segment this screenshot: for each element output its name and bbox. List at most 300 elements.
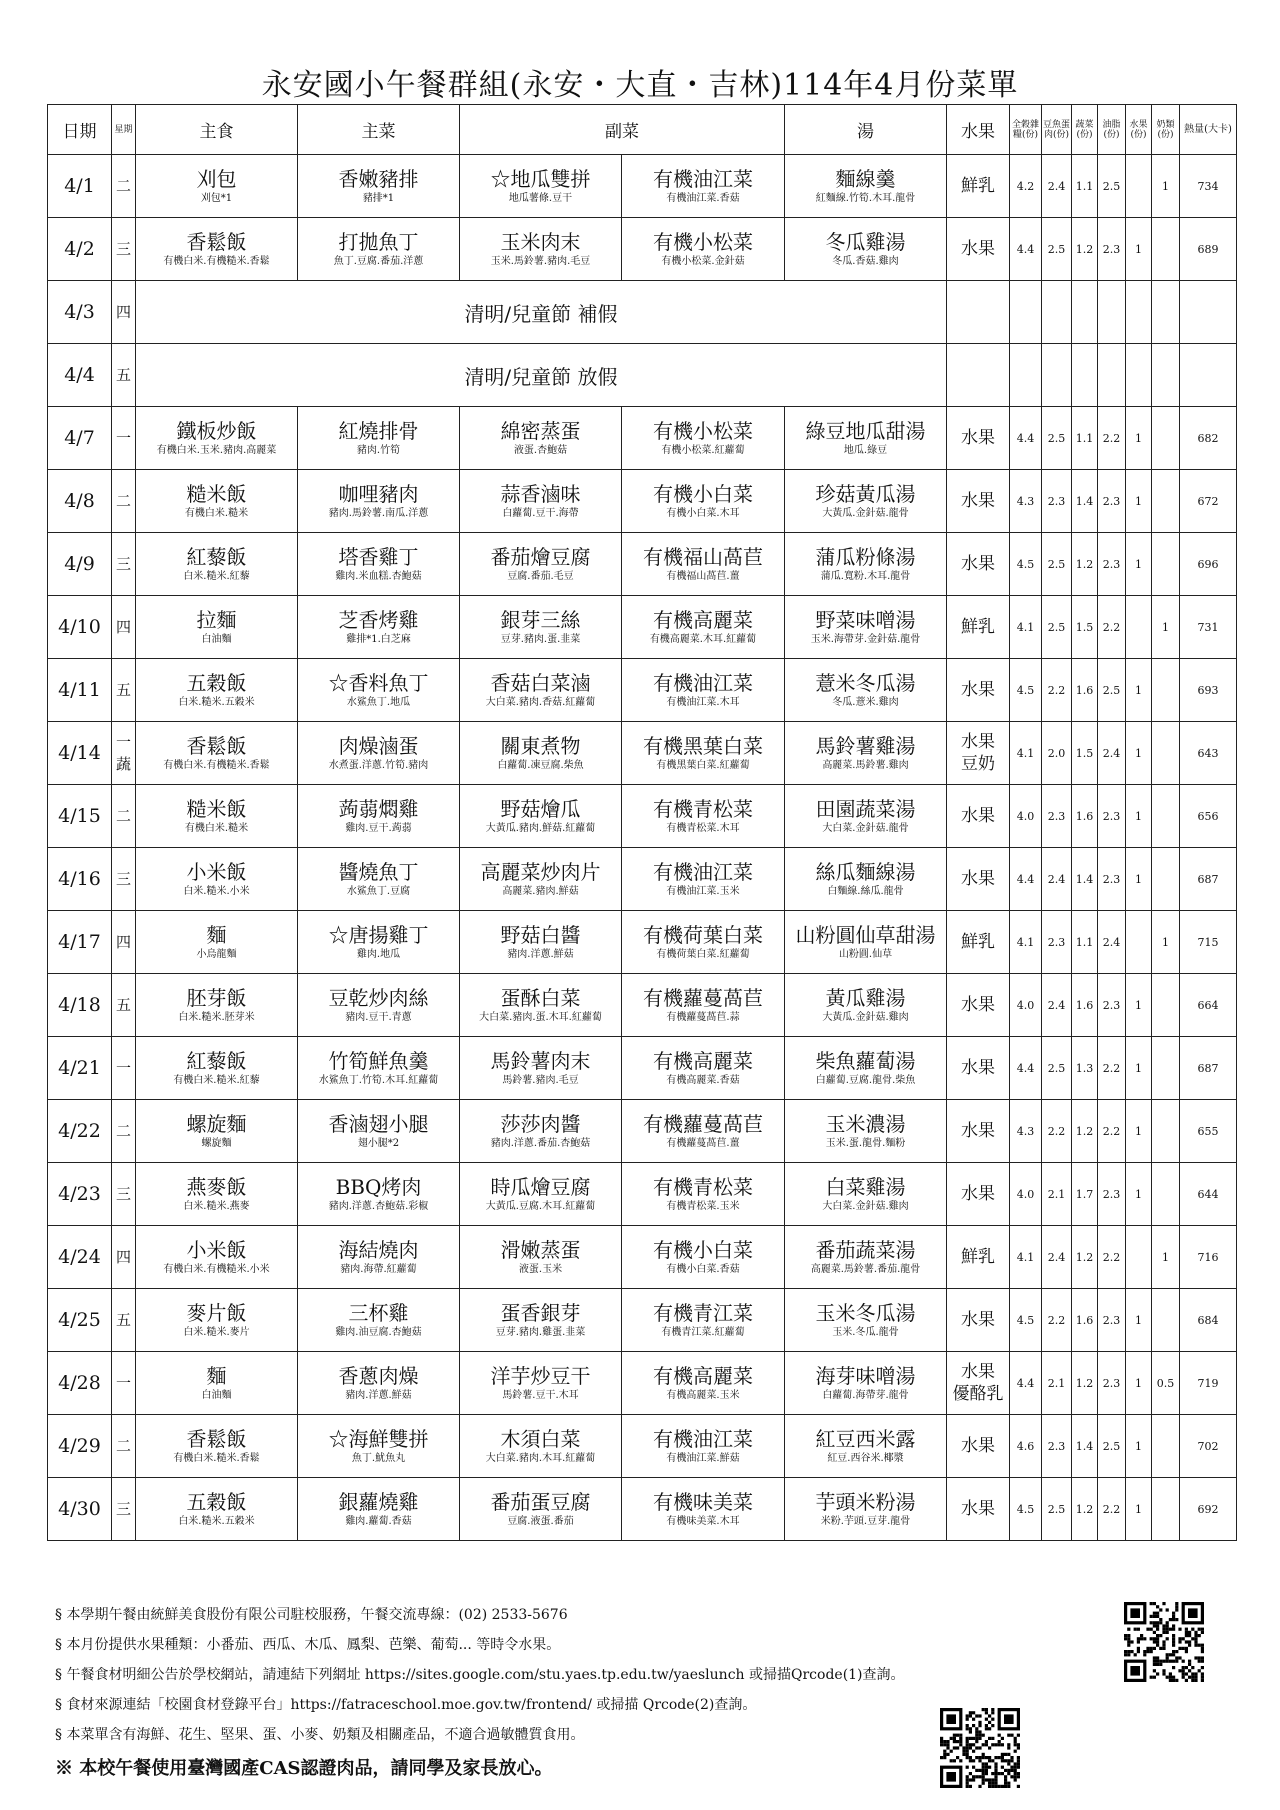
date-cell: 4/28 bbox=[48, 1352, 112, 1415]
fruit-cell: 水果 bbox=[947, 785, 1010, 848]
staple-cell-ingredients: 刈包*1 bbox=[200, 193, 233, 204]
main-dish-cell-name: 海結燒肉 bbox=[338, 1238, 419, 1262]
table-row bbox=[48, 1289, 1237, 1352]
side-dish-2-cell-name: 有機油江菜 bbox=[653, 671, 753, 695]
fruit-servings-cell: 1 bbox=[1126, 1478, 1152, 1541]
main-dish-cell bbox=[298, 218, 460, 281]
header-staple: 主食 bbox=[136, 105, 298, 155]
dairy-cell bbox=[1152, 470, 1180, 533]
fruit-cell: 水果 bbox=[947, 407, 1010, 470]
veg-cell: 1.6 bbox=[1072, 659, 1098, 722]
fat-cell: 2.3 bbox=[1098, 218, 1126, 281]
main-dish-cell-name: ☆海鮮雙拼 bbox=[328, 1427, 429, 1451]
side-dish-2-cell bbox=[622, 1478, 785, 1541]
veg-cell: 1.4 bbox=[1072, 470, 1098, 533]
side-dish-1-cell-ingredients: 豆腐.液蛋.番茄 bbox=[507, 1516, 574, 1527]
main-dish-cell-ingredients: 翅小腿*2 bbox=[357, 1138, 400, 1149]
dairy-cell bbox=[1152, 1163, 1180, 1226]
side-dish-2-cell-ingredients: 有機油江菜.木耳 bbox=[666, 697, 740, 708]
side-dish-2-cell-name: 有機味美菜 bbox=[653, 1490, 753, 1514]
veg-cell: 1.2 bbox=[1072, 1352, 1098, 1415]
fat-cell: 2.4 bbox=[1098, 911, 1126, 974]
veg-cell: 1.2 bbox=[1072, 218, 1098, 281]
table-row bbox=[48, 344, 1237, 407]
fruit-cell: 水果 bbox=[947, 1415, 1010, 1478]
soup-cell-ingredients: 大黃瓜.金針菇.龍骨 bbox=[822, 508, 909, 519]
side-dish-1-cell-name: 木須白菜 bbox=[500, 1427, 581, 1451]
side-dish-2-cell bbox=[622, 659, 785, 722]
main-dish-cell bbox=[298, 533, 460, 596]
weekday-cell: 二 bbox=[112, 155, 136, 218]
fruit-servings-cell: 1 bbox=[1126, 533, 1152, 596]
date-cell: 4/25 bbox=[48, 1289, 112, 1352]
staple-cell bbox=[136, 974, 298, 1037]
side-dish-1-cell bbox=[460, 911, 622, 974]
side-dish-1-cell-ingredients: 大白菜.豬肉.木耳.紅蘿蔔 bbox=[485, 1453, 596, 1464]
main-dish-cell bbox=[298, 1352, 460, 1415]
soup-cell-name: 玉米冬瓜湯 bbox=[815, 1301, 916, 1325]
main-dish-cell bbox=[298, 407, 460, 470]
date-cell: 4/22 bbox=[48, 1100, 112, 1163]
side-dish-2-cell-name: 有機高麗菜 bbox=[653, 1364, 753, 1388]
side-dish-1-cell-ingredients: 馬鈴薯.豬肉.毛豆 bbox=[502, 1075, 579, 1086]
staple-cell bbox=[136, 533, 298, 596]
soup-cell bbox=[785, 218, 947, 281]
weekday-cell: 四 bbox=[112, 911, 136, 974]
staple-cell bbox=[136, 659, 298, 722]
header-side: 副菜 bbox=[460, 105, 785, 155]
grains-cell: 4.0 bbox=[1010, 974, 1042, 1037]
fruit-cell: 水果 bbox=[947, 974, 1010, 1037]
empty-cell bbox=[1098, 281, 1126, 344]
soup-cell bbox=[785, 1289, 947, 1352]
table-row bbox=[48, 974, 1237, 1037]
weekday-cell: 四 bbox=[112, 596, 136, 659]
side-dish-1-cell-name: 滑嫩蒸蛋 bbox=[500, 1238, 581, 1262]
date-cell: 4/3 bbox=[48, 281, 112, 344]
veg-cell: 1.4 bbox=[1072, 1415, 1098, 1478]
main-dish-cell-ingredients: 水鯊魚丁.竹筍.木耳.紅蘿蔔 bbox=[318, 1075, 439, 1086]
side-dish-2-cell-ingredients: 有機青江菜.紅蘿蔔 bbox=[661, 1327, 745, 1338]
table-row bbox=[48, 407, 1237, 470]
dairy-cell bbox=[1152, 1289, 1180, 1352]
side-dish-2-cell-name: 有機油江菜 bbox=[653, 1427, 753, 1451]
kcal-cell: 715 bbox=[1180, 911, 1237, 974]
header-soup: 湯 bbox=[785, 105, 947, 155]
staple-cell-ingredients: 白油麵 bbox=[201, 634, 232, 645]
side-dish-1-cell-name: 蛋酥白菜 bbox=[500, 986, 581, 1010]
soup-cell-name: 柴魚蘿蔔湯 bbox=[815, 1049, 916, 1073]
kcal-cell: 731 bbox=[1180, 596, 1237, 659]
side-dish-1-cell-name: 番茄燴豆腐 bbox=[490, 545, 591, 569]
fruit-servings-cell bbox=[1126, 596, 1152, 659]
side-dish-2-cell bbox=[622, 785, 785, 848]
main-dish-cell-ingredients: 魚丁.魷魚丸 bbox=[351, 1453, 406, 1464]
soup-cell-name: 麵線羹 bbox=[835, 167, 896, 191]
side-dish-2-cell-name: 有機油江菜 bbox=[653, 860, 753, 884]
dairy-cell bbox=[1152, 659, 1180, 722]
soup-cell-ingredients: 大白菜.金針菇.龍骨 bbox=[822, 823, 909, 834]
main-dish-cell-ingredients: 雞肉.地瓜 bbox=[356, 949, 401, 960]
table-row bbox=[48, 1037, 1237, 1100]
staple-cell-ingredients: 白米.糙米.紅藜 bbox=[183, 571, 250, 582]
side-dish-1-cell-name: 綿密蒸蛋 bbox=[500, 419, 581, 443]
grains-cell: 4.3 bbox=[1010, 1100, 1042, 1163]
table-row bbox=[48, 722, 1237, 785]
staple-cell-ingredients: 白油麵 bbox=[201, 1390, 232, 1401]
soup-cell bbox=[785, 596, 947, 659]
soup-cell bbox=[785, 1415, 947, 1478]
side-dish-1-cell-name: 番茄蛋豆腐 bbox=[490, 1490, 591, 1514]
side-dish-1-cell-ingredients: 大白菜.豬肉.蛋.木耳.紅蘿蔔 bbox=[479, 1012, 602, 1023]
fruit-cell: 鮮乳 bbox=[947, 596, 1010, 659]
fruit-servings-cell: 1 bbox=[1126, 470, 1152, 533]
side-dish-2-cell-ingredients: 有機油江菜.鮮菇 bbox=[666, 1453, 740, 1464]
table-row bbox=[48, 1226, 1237, 1289]
fat-cell: 2.5 bbox=[1098, 1415, 1126, 1478]
staple-cell-name: 香鬆飯 bbox=[186, 230, 247, 254]
side-dish-2-cell-ingredients: 有機高麗菜.玉米 bbox=[666, 1390, 740, 1401]
soup-cell bbox=[785, 1478, 947, 1541]
side-dish-1-cell bbox=[460, 1478, 622, 1541]
fruit-cell: 水果 bbox=[947, 1163, 1010, 1226]
date-cell: 4/15 bbox=[48, 785, 112, 848]
main-dish-cell-ingredients: 豬肉.洋蔥.杏鮑菇.彩椒 bbox=[328, 1201, 429, 1212]
protein-cell: 2.2 bbox=[1042, 1289, 1072, 1352]
staple-cell bbox=[136, 1415, 298, 1478]
kcal-cell: 719 bbox=[1180, 1352, 1237, 1415]
fat-cell: 2.2 bbox=[1098, 407, 1126, 470]
side-dish-2-cell-ingredients: 有機小松菜.金針菇 bbox=[661, 256, 745, 267]
date-cell: 4/23 bbox=[48, 1163, 112, 1226]
table-row bbox=[48, 1415, 1237, 1478]
side-dish-1-cell bbox=[460, 470, 622, 533]
side-dish-1-cell bbox=[460, 533, 622, 596]
side-dish-2-cell-name: 有機黑葉白菜 bbox=[643, 734, 763, 758]
side-dish-2-cell-ingredients: 有機蘿蔓萵苣.蒜 bbox=[666, 1012, 740, 1023]
soup-cell bbox=[785, 155, 947, 218]
note-fruits: § 本月份提供水果種類：小番茄、西瓜、木瓜、鳳梨、芭樂、葡萄... 等時令水果。 bbox=[55, 1637, 561, 1653]
note-allergy: § 本菜單含有海鮮、花生、堅果、蛋、小麥、奶類及相關產品，不適合過敏體質食用。 bbox=[55, 1727, 585, 1743]
kcal-cell: 656 bbox=[1180, 785, 1237, 848]
side-dish-1-cell-ingredients: 白蘿蔔.豆干.海帶 bbox=[502, 508, 579, 519]
main-dish-cell-name: 肉燥滷蛋 bbox=[338, 734, 419, 758]
side-dish-2-cell bbox=[622, 1352, 785, 1415]
empty-cell bbox=[947, 344, 1010, 407]
soup-cell-ingredients: 蒲瓜.寬粉.木耳.龍骨 bbox=[820, 571, 911, 582]
side-dish-2-cell-name: 有機小白菜 bbox=[653, 482, 753, 506]
fruit-servings-cell: 1 bbox=[1126, 1037, 1152, 1100]
side-dish-1-cell bbox=[460, 1100, 622, 1163]
staple-cell-ingredients: 有機白米.有機糙米.香鬆 bbox=[163, 760, 270, 771]
grains-cell: 4.4 bbox=[1010, 1352, 1042, 1415]
soup-cell-ingredients: 山粉圓.仙草 bbox=[838, 949, 893, 960]
fruit-servings-cell: 1 bbox=[1126, 974, 1152, 1037]
staple-cell-ingredients: 白米.糙米.燕麥 bbox=[183, 1201, 250, 1212]
main-dish-cell bbox=[298, 596, 460, 659]
date-cell: 4/9 bbox=[48, 533, 112, 596]
protein-cell: 2.3 bbox=[1042, 911, 1072, 974]
staple-cell-name: 鐵板炒飯 bbox=[176, 419, 257, 443]
main-dish-cell bbox=[298, 1163, 460, 1226]
staple-cell-name: 紅藜飯 bbox=[186, 545, 247, 569]
date-cell: 4/11 bbox=[48, 659, 112, 722]
side-dish-1-cell bbox=[460, 155, 622, 218]
fruit-cell: 水果 bbox=[947, 218, 1010, 281]
dairy-cell bbox=[1152, 1478, 1180, 1541]
fat-cell: 2.3 bbox=[1098, 785, 1126, 848]
side-dish-2-cell-name: 有機荷葉白菜 bbox=[643, 923, 763, 947]
empty-cell bbox=[1180, 281, 1237, 344]
weekday-cell: 二 bbox=[112, 785, 136, 848]
side-dish-1-cell-ingredients: 豆腐.番茄.毛豆 bbox=[507, 571, 574, 582]
side-dish-1-cell-ingredients: 液蛋.玉米 bbox=[518, 1264, 563, 1275]
qrcode-1-icon[interactable] bbox=[1124, 1602, 1204, 1682]
dairy-cell: 0.5 bbox=[1152, 1352, 1180, 1415]
grains-cell: 4.4 bbox=[1010, 848, 1042, 911]
note-platform: § 食材來源連結「校園食材登錄平台」https://fatraceschool.moe.gov.tw/frontend/ 或掃描 Qrcode(2)查詢。 bbox=[55, 1697, 757, 1713]
side-dish-2-cell-name: 有機青松菜 bbox=[653, 1175, 753, 1199]
empty-cell bbox=[1010, 281, 1042, 344]
note-cas-meat: ※ 本校午餐使用臺灣國產CAS認證肉品，請同學及家長放心。 bbox=[55, 1758, 553, 1779]
staple-cell bbox=[136, 470, 298, 533]
veg-cell: 1.6 bbox=[1072, 1289, 1098, 1352]
side-dish-1-cell bbox=[460, 1226, 622, 1289]
fat-cell: 2.4 bbox=[1098, 722, 1126, 785]
staple-cell-ingredients: 白米.糙米.麥片 bbox=[183, 1327, 250, 1338]
main-dish-cell bbox=[298, 1100, 460, 1163]
date-cell: 4/1 bbox=[48, 155, 112, 218]
soup-cell bbox=[785, 785, 947, 848]
table-row bbox=[48, 659, 1237, 722]
date-cell: 4/8 bbox=[48, 470, 112, 533]
fruit-servings-cell: 1 bbox=[1126, 1415, 1152, 1478]
side-dish-2-cell-ingredients: 有機青松菜.木耳 bbox=[666, 823, 740, 834]
veg-cell: 1.1 bbox=[1072, 911, 1098, 974]
veg-cell: 1.2 bbox=[1072, 1226, 1098, 1289]
side-dish-1-cell-name: 莎莎肉醬 bbox=[500, 1112, 581, 1136]
main-dish-cell-name: 香蔥肉燥 bbox=[338, 1364, 419, 1388]
fruit-cell: 水果 bbox=[947, 1037, 1010, 1100]
staple-cell bbox=[136, 848, 298, 911]
dairy-cell bbox=[1152, 974, 1180, 1037]
staple-cell bbox=[136, 596, 298, 659]
staple-cell-ingredients: 白米.糙米.胚芽米 bbox=[178, 1012, 255, 1023]
side-dish-2-cell bbox=[622, 1163, 785, 1226]
holiday-cell: 清明/兒童節 補假 bbox=[136, 281, 947, 344]
fruit-servings-cell: 1 bbox=[1126, 407, 1152, 470]
holiday-cell: 清明/兒童節 放假 bbox=[136, 344, 947, 407]
dairy-cell bbox=[1152, 1415, 1180, 1478]
main-dish-cell bbox=[298, 1037, 460, 1100]
soup-cell-name: 白菜雞湯 bbox=[825, 1175, 906, 1199]
soup-cell-name: 蒲瓜粉條湯 bbox=[815, 545, 916, 569]
weekday-cell: 三 bbox=[112, 533, 136, 596]
side-dish-1-cell-name: ☆地瓜雙拼 bbox=[490, 167, 591, 191]
table-row bbox=[48, 1478, 1237, 1541]
staple-cell-ingredients: 有機白米.玉米.豬肉.高麗菜 bbox=[156, 445, 277, 456]
soup-cell bbox=[785, 722, 947, 785]
side-dish-2-cell-ingredients: 有機荷葉白菜.紅蘿蔔 bbox=[656, 949, 750, 960]
side-dish-1-cell-name: 銀芽三絲 bbox=[500, 608, 581, 632]
side-dish-2-cell-name: 有機小松菜 bbox=[653, 230, 753, 254]
soup-cell-name: 芋頭米粉湯 bbox=[815, 1490, 916, 1514]
protein-cell: 2.4 bbox=[1042, 848, 1072, 911]
staple-cell-name: 拉麵 bbox=[196, 608, 237, 632]
soup-cell-ingredients: 冬瓜.香菇.雞肉 bbox=[832, 256, 899, 267]
staple-cell-ingredients: 有機白米.有機糙米.香鬆 bbox=[163, 256, 270, 267]
dairy-cell bbox=[1152, 533, 1180, 596]
staple-cell bbox=[136, 1163, 298, 1226]
grains-cell: 4.5 bbox=[1010, 1289, 1042, 1352]
side-dish-1-cell bbox=[460, 1163, 622, 1226]
main-dish-cell-ingredients: 豬肉.豆干.青蔥 bbox=[345, 1012, 412, 1023]
main-dish-cell-name: 三杯雞 bbox=[348, 1301, 409, 1325]
soup-cell-name: 綠豆地瓜甜湯 bbox=[805, 419, 926, 443]
soup-cell-ingredients: 大白菜.金針菇.雞肉 bbox=[822, 1201, 909, 1212]
table-row bbox=[48, 785, 1237, 848]
staple-cell bbox=[136, 1226, 298, 1289]
kcal-cell: 687 bbox=[1180, 848, 1237, 911]
main-dish-cell-name: 塔香雞丁 bbox=[338, 545, 419, 569]
dairy-cell: 1 bbox=[1152, 1226, 1180, 1289]
table-row bbox=[48, 155, 1237, 218]
staple-cell-ingredients: 白米.糙米.五穀米 bbox=[178, 1516, 255, 1527]
kcal-cell: 643 bbox=[1180, 722, 1237, 785]
fat-cell: 2.2 bbox=[1098, 1226, 1126, 1289]
staple-cell-name: 刈包 bbox=[196, 167, 237, 191]
grains-cell: 4.1 bbox=[1010, 596, 1042, 659]
side-dish-1-cell-ingredients: 豬肉.洋蔥.鮮菇 bbox=[507, 949, 574, 960]
side-dish-1-cell bbox=[460, 1415, 622, 1478]
soup-cell bbox=[785, 533, 947, 596]
qrcode-2-icon[interactable] bbox=[940, 1708, 1020, 1788]
protein-cell: 2.1 bbox=[1042, 1352, 1072, 1415]
header-protein: 豆魚蛋肉(份) bbox=[1042, 105, 1072, 155]
side-dish-1-cell-name: 香菇白菜滷 bbox=[490, 671, 591, 695]
soup-cell-name: 薏米冬瓜湯 bbox=[815, 671, 916, 695]
staple-cell bbox=[136, 1037, 298, 1100]
side-dish-2-cell-ingredients: 有機味美菜.木耳 bbox=[666, 1516, 740, 1527]
side-dish-1-cell-name: 玉米肉末 bbox=[500, 230, 581, 254]
kcal-cell: 689 bbox=[1180, 218, 1237, 281]
side-dish-1-cell-ingredients: 大黃瓜.豆腐.木耳.紅蘿蔔 bbox=[485, 1201, 596, 1212]
date-cell: 4/18 bbox=[48, 974, 112, 1037]
protein-cell: 2.5 bbox=[1042, 1478, 1072, 1541]
main-dish-cell-ingredients: 水鯊魚丁.地瓜 bbox=[346, 697, 411, 708]
fruit-cell: 鮮乳 bbox=[947, 911, 1010, 974]
main-dish-cell bbox=[298, 155, 460, 218]
staple-cell bbox=[136, 218, 298, 281]
side-dish-1-cell-name: 野菇燴瓜 bbox=[500, 797, 581, 821]
weekday-cell: 三 bbox=[112, 218, 136, 281]
grains-cell: 4.2 bbox=[1010, 155, 1042, 218]
veg-cell: 1.2 bbox=[1072, 1478, 1098, 1541]
main-dish-cell-name: 蒟蒻燜雞 bbox=[338, 797, 419, 821]
side-dish-2-cell-ingredients: 有機高麗菜.香菇 bbox=[666, 1075, 740, 1086]
side-dish-2-cell-name: 有機油江菜 bbox=[653, 167, 753, 191]
staple-cell-name: 紅藜飯 bbox=[186, 1049, 247, 1073]
table-row bbox=[48, 218, 1237, 281]
fruit-servings-cell bbox=[1126, 1226, 1152, 1289]
soup-cell-name: 紅豆西米露 bbox=[815, 1427, 916, 1451]
grains-cell: 4.6 bbox=[1010, 1415, 1042, 1478]
side-dish-2-cell-ingredients: 有機黑葉白菜.紅蘿蔔 bbox=[656, 760, 750, 771]
dairy-cell bbox=[1152, 785, 1180, 848]
side-dish-2-cell-name: 有機青松菜 bbox=[653, 797, 753, 821]
weekday-cell: 二 bbox=[112, 1415, 136, 1478]
grains-cell: 4.0 bbox=[1010, 1163, 1042, 1226]
side-dish-1-cell bbox=[460, 1289, 622, 1352]
staple-cell bbox=[136, 1352, 298, 1415]
main-dish-cell bbox=[298, 848, 460, 911]
fat-cell: 2.3 bbox=[1098, 1289, 1126, 1352]
empty-cell bbox=[1010, 344, 1042, 407]
fruit-servings-cell bbox=[1126, 911, 1152, 974]
veg-cell: 1.2 bbox=[1072, 1100, 1098, 1163]
date-cell: 4/30 bbox=[48, 1478, 112, 1541]
veg-cell: 1.5 bbox=[1072, 596, 1098, 659]
side-dish-2-cell-ingredients: 有機小白菜.香菇 bbox=[666, 1264, 740, 1275]
grains-cell: 4.4 bbox=[1010, 1037, 1042, 1100]
soup-cell-ingredients: 紅麵線.竹筍.木耳.龍骨 bbox=[815, 193, 916, 204]
staple-cell-ingredients: 小烏龍麵 bbox=[196, 949, 237, 960]
soup-cell-ingredients: 玉米.蛋.龍骨.麵粉 bbox=[825, 1138, 906, 1149]
side-dish-2-cell-name: 有機蘿蔓萵苣 bbox=[643, 1112, 763, 1136]
main-dish-cell-ingredients: 豬肉.馬鈴薯.南瓜.洋蔥 bbox=[328, 508, 429, 519]
side-dish-2-cell bbox=[622, 407, 785, 470]
header-fruit: 水果 bbox=[947, 105, 1010, 155]
kcal-cell: 664 bbox=[1180, 974, 1237, 1037]
grains-cell: 4.1 bbox=[1010, 911, 1042, 974]
fruit-cell: 水果 bbox=[947, 470, 1010, 533]
main-dish-cell-name: ☆唐揚雞丁 bbox=[328, 923, 429, 947]
main-dish-cell bbox=[298, 1478, 460, 1541]
weekday-cell: 四 bbox=[112, 1226, 136, 1289]
table-row bbox=[48, 281, 1237, 344]
protein-cell: 2.2 bbox=[1042, 1100, 1072, 1163]
dairy-cell bbox=[1152, 218, 1180, 281]
staple-cell-name: 香鬆飯 bbox=[186, 1427, 247, 1451]
soup-cell-name: 黃瓜雞湯 bbox=[825, 986, 906, 1010]
side-dish-1-cell-name: 關東煮物 bbox=[500, 734, 581, 758]
staple-cell-ingredients: 螺旋麵 bbox=[201, 1138, 232, 1149]
dairy-cell: 1 bbox=[1152, 596, 1180, 659]
staple-cell-name: 糙米飯 bbox=[186, 797, 247, 821]
side-dish-1-cell-ingredients: 玉米.馬鈴薯.豬肉.毛豆 bbox=[490, 256, 591, 267]
weekday-cell: 二 bbox=[112, 470, 136, 533]
header-dairy: 奶類(份) bbox=[1152, 105, 1180, 155]
protein-cell: 2.5 bbox=[1042, 596, 1072, 659]
weekday-cell: 三 bbox=[112, 848, 136, 911]
fruit-servings-cell: 1 bbox=[1126, 722, 1152, 785]
header-weekday: 星期 bbox=[112, 105, 136, 155]
main-dish-cell-name: 紅燒排骨 bbox=[338, 419, 419, 443]
veg-cell: 1.4 bbox=[1072, 848, 1098, 911]
side-dish-1-cell bbox=[460, 407, 622, 470]
soup-cell-ingredients: 玉米.冬瓜.龍骨 bbox=[832, 1327, 899, 1338]
side-dish-1-cell bbox=[460, 785, 622, 848]
side-dish-1-cell bbox=[460, 722, 622, 785]
soup-cell-name: 冬瓜雞湯 bbox=[825, 230, 906, 254]
soup-cell-ingredients: 玉米.海帶芽.金針菇.龍骨 bbox=[810, 634, 921, 645]
date-cell: 4/16 bbox=[48, 848, 112, 911]
side-dish-1-cell-ingredients: 豆芽.豬肉.蛋.韭菜 bbox=[500, 634, 581, 645]
staple-cell bbox=[136, 407, 298, 470]
weekday-cell: 一 bbox=[112, 407, 136, 470]
side-dish-2-cell-ingredients: 有機福山萵苣.薑 bbox=[666, 571, 740, 582]
staple-cell-ingredients: 白米.糙米.五穀米 bbox=[178, 697, 255, 708]
